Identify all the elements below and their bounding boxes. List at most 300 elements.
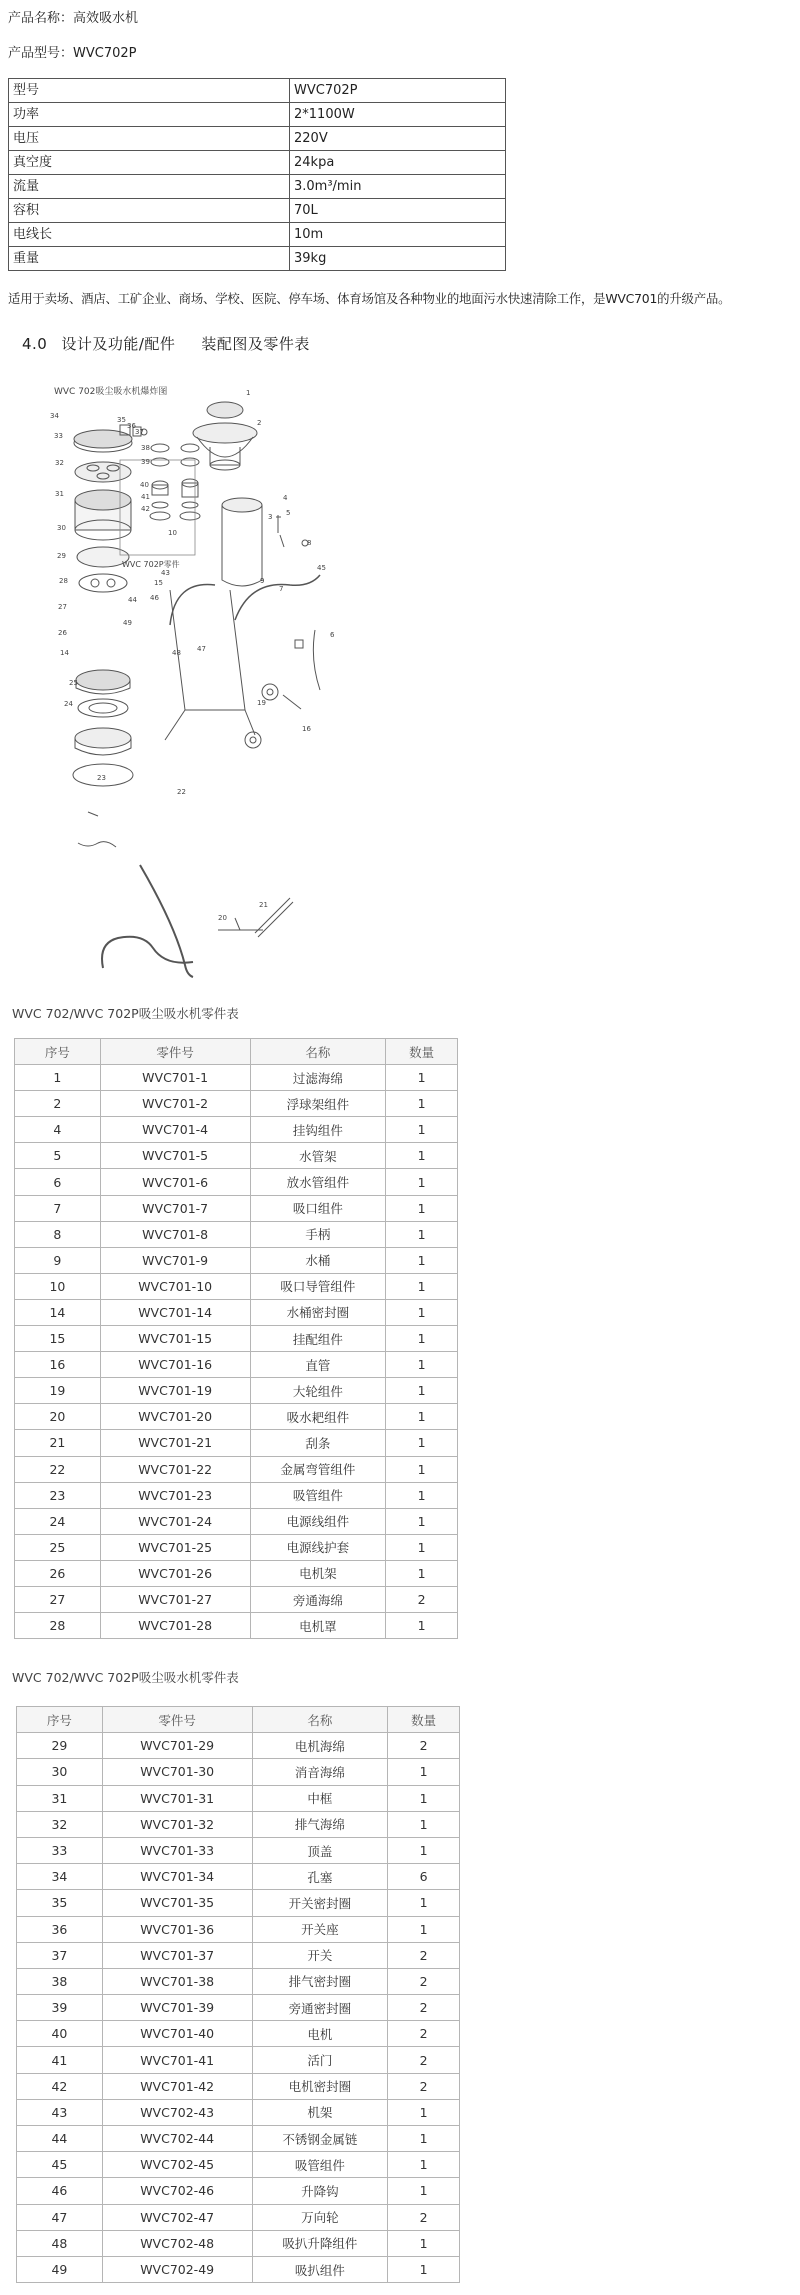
part-name: 电机海绵 [252,1733,388,1759]
spec-value: 220V [290,127,506,151]
part-index: 9 [15,1247,101,1273]
part-quantity: 2 [388,2021,460,2047]
part-number: WVC702-46 [102,2178,252,2204]
part-index: 36 [17,1916,103,1942]
part-quantity: 1 [386,1091,458,1117]
table-caption: WVC 702/WVC 702P吸尘吸水机零件表 [12,1670,239,1685]
part-name: 吸口导管组件 [250,1273,386,1299]
table-row [15,1091,458,1117]
part-number: WVC701-26 [100,1560,250,1586]
part-index: 19 [15,1378,101,1404]
part-label: 19 [257,699,266,707]
part-name: 金属弯管组件 [250,1456,386,1482]
part-number: WVC702-49 [102,2256,252,2282]
part-name: 吸管组件 [250,1482,386,1508]
part-index: 37 [17,1942,103,1968]
part-name: 过滤海绵 [250,1065,386,1091]
spec-row [9,199,506,223]
part-quantity: 2 [388,1942,460,1968]
spec-value: 10m [290,223,506,247]
part-label: 29 [57,552,66,560]
spec-label: 型号 [9,79,290,103]
part-label: 31 [55,490,64,498]
part-index: 1 [15,1065,101,1091]
part-quantity: 2 [386,1586,458,1612]
part-index: 33 [17,1837,103,1863]
part-quantity: 2 [388,2204,460,2230]
part-name: 中框 [252,1785,388,1811]
table-row [17,1733,460,1759]
table-row [15,1508,458,1534]
table-row [15,1482,458,1508]
part-name: 电机 [252,2021,388,2047]
part-label: 7 [279,585,284,593]
part-label: 36 [127,422,136,430]
table-row [15,1195,458,1221]
part-name: 开关 [252,1942,388,1968]
spec-row [9,79,506,103]
header-cell: 名称 [250,1039,386,1065]
part-number: WVC701-30 [102,1759,252,1785]
part-label: 26 [58,629,67,637]
part-name: 吸扒升降组件 [252,2230,388,2256]
part-label: 20 [218,914,227,922]
part-name: 水桶 [250,1247,386,1273]
spec-row [9,151,506,175]
spec-value: 39kg [290,247,506,271]
part-number: WVC701-2 [100,1091,250,1117]
part-name: 机架 [252,2099,388,2125]
part-number: WVC701-16 [100,1352,250,1378]
spec-value: WVC702P [290,79,506,103]
part-label: 42 [141,505,150,513]
part-quantity: 2 [388,2047,460,2073]
spec-row [9,175,506,199]
table-row [17,1890,460,1916]
part-number: WVC701-27 [100,1586,250,1612]
part-quantity: 1 [386,1430,458,1456]
part-quantity: 1 [386,1404,458,1430]
part-name: 顶盖 [252,1837,388,1863]
part-name: 电机架 [250,1560,386,1586]
part-index: 20 [15,1404,101,1430]
part-label: 14 [60,649,69,657]
part-quantity: 2 [388,1995,460,2021]
part-quantity: 1 [388,2126,460,2152]
part-name: 消音海绵 [252,1759,388,1785]
header-cell: 零件号 [102,1707,252,1733]
part-number: WVC701-28 [100,1613,250,1639]
part-quantity: 1 [388,2099,460,2125]
table-row [17,1916,460,1942]
part-name: 旁通密封圈 [252,1995,388,2021]
part-quantity: 1 [386,1508,458,1534]
part-index: 45 [17,2152,103,2178]
part-quantity: 6 [388,1864,460,1890]
section-subtitle: 装配图及零件表 [201,335,310,353]
part-name: 万向轮 [252,2204,388,2230]
part-name: 活门 [252,2047,388,2073]
part-index: 14 [15,1299,101,1325]
part-name: 放水管组件 [250,1169,386,1195]
table-row [15,1299,458,1325]
part-name: 孔塞 [252,1864,388,1890]
spec-label: 真空度 [9,151,290,175]
part-label: 6 [330,631,335,639]
spec-label: 电线长 [9,223,290,247]
table-row [15,1430,458,1456]
table-row [15,1560,458,1586]
part-index: 8 [15,1221,101,1247]
header-cell: 序号 [17,1707,103,1733]
part-name: 旁通海绵 [250,1586,386,1612]
table-row [17,1968,460,1994]
part-label: 40 [140,481,149,489]
part-label: 35 [117,416,126,424]
table-row [17,1942,460,1968]
part-label: 33 [54,432,63,440]
part-label: 38 [141,444,150,452]
part-name: 挂配组件 [250,1326,386,1352]
part-quantity: 1 [386,1195,458,1221]
spec-value: 3.0m³/min [290,175,506,199]
part-number: WVC701-42 [102,2073,252,2099]
table-row [17,2152,460,2178]
part-label: 3 [268,513,273,521]
part-index: 21 [15,1430,101,1456]
part-index: 34 [17,1864,103,1890]
part-name: 吸管组件 [252,2152,388,2178]
table-caption: WVC 702/WVC 702P吸尘吸水机零件表 [12,1006,239,1021]
part-name: 升降钩 [252,2178,388,2204]
part-number: WVC701-24 [100,1508,250,1534]
part-quantity: 1 [388,1916,460,1942]
table-row [15,1613,458,1639]
table-row [17,2073,460,2099]
part-index: 23 [15,1482,101,1508]
part-label: 2 [257,419,262,427]
part-name: 大轮组件 [250,1378,386,1404]
table-row [15,1065,458,1091]
part-quantity: 1 [386,1482,458,1508]
part-index: 16 [15,1352,101,1378]
part-name: 不锈钢金属链 [252,2126,388,2152]
product-model: 产品型号：WVC702P [8,46,137,61]
part-index: 43 [17,2099,103,2125]
parts-table [14,1038,458,1639]
part-number: WVC702-43 [102,2099,252,2125]
part-name: 吸扒组件 [252,2256,388,2282]
part-quantity: 1 [386,1169,458,1195]
part-quantity: 1 [386,1247,458,1273]
part-name: 电机罩 [250,1613,386,1639]
part-quantity: 1 [388,2256,460,2282]
table-row [17,2230,460,2256]
part-number: WVC701-1 [100,1065,250,1091]
table-row [17,1785,460,1811]
part-label: 39 [141,458,150,466]
part-label: 49 [123,619,132,627]
table-row [17,2178,460,2204]
table-row [17,1759,460,1785]
part-label: 44 [128,596,137,604]
part-number: WVC701-40 [102,2021,252,2047]
part-label: 34 [50,412,59,420]
header-cell: 序号 [15,1039,101,1065]
part-label: 5 [286,509,291,517]
header-cell: 数量 [386,1039,458,1065]
part-index: 47 [17,2204,103,2230]
part-number: WVC701-10 [100,1273,250,1299]
part-quantity: 1 [386,1221,458,1247]
spec-label: 重量 [9,247,290,271]
part-quantity: 1 [386,1560,458,1586]
part-number: WVC701-21 [100,1430,250,1456]
part-number: WVC701-6 [100,1169,250,1195]
part-number: WVC701-4 [100,1117,250,1143]
section-number: 4.0 [22,335,48,353]
spec-value: 24kpa [290,151,506,175]
part-index: 48 [17,2230,103,2256]
spec-table [8,78,506,271]
inset-label: WVC 702P零件 [122,560,180,569]
section-title: 设计及功能/配件 [61,335,176,353]
part-index: 38 [17,1968,103,1994]
part-number: WVC701-20 [100,1404,250,1430]
part-label: 23 [97,774,106,782]
part-name: 吸口组件 [250,1195,386,1221]
part-index: 35 [17,1890,103,1916]
part-index: 30 [17,1759,103,1785]
part-number: WVC701-9 [100,1247,250,1273]
part-index: 29 [17,1733,103,1759]
table-row [15,1117,458,1143]
part-label: 48 [172,649,181,657]
part-index: 7 [15,1195,101,1221]
part-name: 水管架 [250,1143,386,1169]
part-index: 27 [15,1586,101,1612]
part-number: WVC701-19 [100,1378,250,1404]
part-number: WVC701-5 [100,1143,250,1169]
part-number: WVC701-8 [100,1221,250,1247]
diagram-title: WVC 702吸尘吸水机爆炸图 [54,387,168,397]
part-label: 43 [161,569,170,577]
section-heading [22,333,310,354]
part-quantity: 1 [386,1534,458,1560]
part-quantity: 1 [386,1613,458,1639]
part-number: WVC701-39 [102,1995,252,2021]
part-quantity: 1 [388,1890,460,1916]
table-row [15,1143,458,1169]
part-index: 15 [15,1326,101,1352]
product-name: 产品名称：高效吸水机 [8,11,139,26]
table-row [17,2256,460,2282]
part-index: 44 [17,2126,103,2152]
exploded-diagram-drawing [0,365,560,985]
part-name: 水桶密封圈 [250,1299,386,1325]
part-label: 37 [135,428,144,436]
spec-row [9,223,506,247]
table-row [15,1378,458,1404]
part-index: 25 [15,1534,101,1560]
part-index: 4 [15,1117,101,1143]
parts-table [16,1706,460,2283]
part-name: 挂钩组件 [250,1117,386,1143]
part-label: 1 [246,389,251,397]
part-number: WVC701-41 [102,2047,252,2073]
part-quantity: 1 [388,2152,460,2178]
part-quantity: 1 [388,2230,460,2256]
part-number: WVC702-44 [102,2126,252,2152]
table-row [15,1534,458,1560]
part-index: 42 [17,2073,103,2099]
part-label: 21 [259,901,268,909]
part-index: 26 [15,1560,101,1586]
part-index: 5 [15,1143,101,1169]
part-index: 22 [15,1456,101,1482]
part-index: 24 [15,1508,101,1534]
part-label: 9 [260,577,265,585]
part-number: WVC701-35 [102,1890,252,1916]
part-label: 27 [58,603,67,611]
part-label: 47 [197,645,206,653]
part-label: 24 [64,700,73,708]
part-number: WVC701-23 [100,1482,250,1508]
table-row [15,1456,458,1482]
spec-row [9,127,506,151]
part-quantity: 2 [388,1733,460,1759]
part-number: WVC701-36 [102,1916,252,1942]
part-label: 32 [55,459,64,467]
part-name: 电源线护套 [250,1534,386,1560]
part-number: WVC701-25 [100,1534,250,1560]
part-index: 39 [17,1995,103,2021]
part-label: 46 [150,594,159,602]
part-name: 开关座 [252,1916,388,1942]
part-number: WVC702-47 [102,2204,252,2230]
part-name: 排气密封圈 [252,1968,388,1994]
part-name: 电源线组件 [250,1508,386,1534]
spec-row [9,247,506,271]
part-number: WVC701-32 [102,1811,252,1837]
part-index: 41 [17,2047,103,2073]
part-index: 32 [17,1811,103,1837]
part-index: 49 [17,2256,103,2282]
part-label: 25 [69,679,78,687]
table-row [17,2099,460,2125]
header-cell: 零件号 [100,1039,250,1065]
part-number: WVC701-38 [102,1968,252,1994]
part-quantity: 1 [388,1759,460,1785]
part-quantity: 2 [388,2073,460,2099]
spec-label: 容积 [9,199,290,223]
table-row [17,2021,460,2047]
part-index: 31 [17,1785,103,1811]
table-row [17,2204,460,2230]
part-name: 浮球架组件 [250,1091,386,1117]
part-label: 10 [168,529,177,537]
part-index: 28 [15,1613,101,1639]
part-name: 吸水耙组件 [250,1404,386,1430]
part-index: 2 [15,1091,101,1117]
spec-label: 功率 [9,103,290,127]
part-quantity: 1 [386,1065,458,1091]
part-index: 40 [17,2021,103,2047]
part-quantity: 2 [388,1968,460,1994]
table-row [17,1864,460,1890]
part-quantity: 1 [388,1785,460,1811]
part-quantity: 1 [386,1326,458,1352]
spec-label: 电压 [9,127,290,151]
spec-value: 2*1100W [290,103,506,127]
table-row [15,1404,458,1430]
part-name: 排气海绵 [252,1811,388,1837]
table-row [17,2126,460,2152]
usage-description: 适用于卖场、酒店、工矿企业、商场、学校、医院、停车场、体育场馆及各种物业的地面污水快速清除工作，是WVC701的升级产品。 [8,291,731,306]
part-label: 30 [57,524,66,532]
table-row [15,1221,458,1247]
table-row [15,1326,458,1352]
spec-row [9,103,506,127]
table-row [17,2047,460,2073]
part-name: 直管 [250,1352,386,1378]
part-quantity: 1 [388,2178,460,2204]
table-row [15,1273,458,1299]
part-quantity: 1 [386,1378,458,1404]
part-number: WVC701-34 [102,1864,252,1890]
part-quantity: 1 [388,1837,460,1863]
part-quantity: 1 [386,1456,458,1482]
part-label: 15 [154,579,163,587]
part-number: WVC701-33 [102,1837,252,1863]
part-number: WVC701-37 [102,1942,252,1968]
part-name: 开关密封圈 [252,1890,388,1916]
part-number: WVC701-15 [100,1326,250,1352]
part-index: 10 [15,1273,101,1299]
part-number: WVC701-14 [100,1299,250,1325]
part-label: 8 [307,539,312,547]
spec-label: 流量 [9,175,290,199]
part-name: 手柄 [250,1221,386,1247]
part-number: WVC702-45 [102,2152,252,2178]
table-row [15,1352,458,1378]
table-row [17,1837,460,1863]
part-quantity: 1 [386,1143,458,1169]
part-number: WVC701-29 [102,1733,252,1759]
part-label: 41 [141,493,150,501]
part-quantity: 1 [386,1352,458,1378]
spec-value: 70L [290,199,506,223]
table-row [17,1995,460,2021]
exploded-diagram [0,365,560,985]
part-index: 6 [15,1169,101,1195]
part-label: 4 [283,494,288,502]
part-number: WVC701-7 [100,1195,250,1221]
part-label: 45 [317,564,326,572]
table-row [15,1586,458,1612]
part-quantity: 1 [386,1117,458,1143]
table-row [17,1811,460,1837]
part-name: 刮条 [250,1430,386,1456]
table-row [15,1247,458,1273]
part-index: 46 [17,2178,103,2204]
part-number: WVC701-31 [102,1785,252,1811]
part-quantity: 1 [386,1299,458,1325]
part-quantity: 1 [388,1811,460,1837]
part-label: 16 [302,725,311,733]
part-number: WVC701-22 [100,1456,250,1482]
part-label: 28 [59,577,68,585]
